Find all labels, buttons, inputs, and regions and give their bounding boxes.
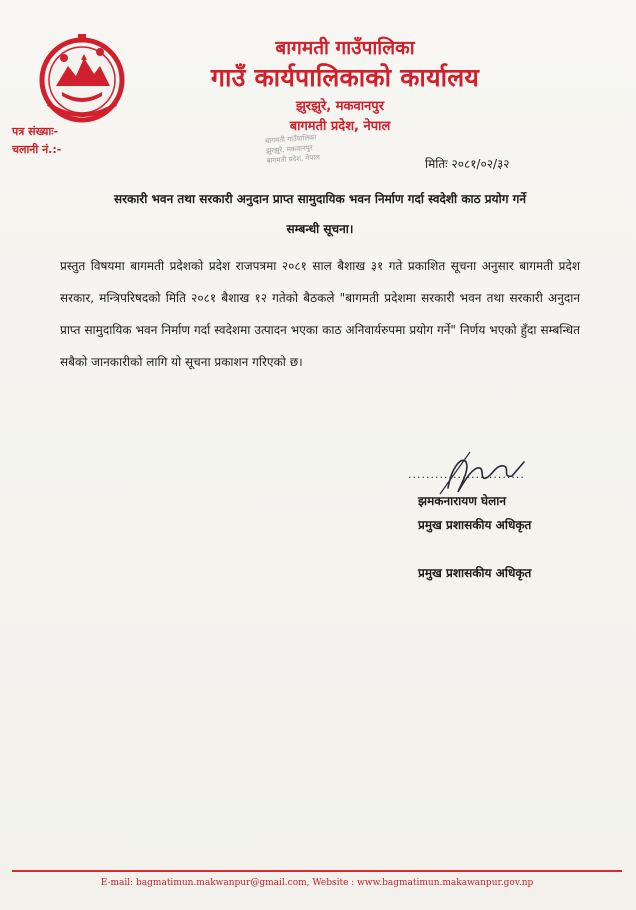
notice-body: प्रस्तुत विषयमा बागमती प्रदेशको प्रदेश राजपत्रमा २०८१ साल बैशाख ३१ गते प्रकाशित सूचना अनुसार बागमती प्रदेश सरकार, मन्त्रिपरिषदको मिति २०८१ बैशाख १२ गतेको बैठकले "बागमती प्रदेशमा सरकारी भवन तथा सरकारी अनुदान प्राप्त सामुदायिक भवन निर्माण गर्दा स्वदेशमा उत्पादन भएका काठ अनिवार्यरुपमा प्रयोग गर्ने" निर्णय भएको हुँदा सम्बन्धित सबैको जानकारीको लागि यो सूचना प्रकाशन गरिएको छ। (60, 259, 580, 369)
office-address-province: बागमती प्रदेश, नेपाल (289, 119, 391, 134)
municipality-name: बागमती गाउँपालिका (275, 37, 415, 59)
stamp-line: झुरझुरे, मकवानपुर (265, 143, 313, 156)
office-address-local: झुरझुरे, मकवानपुर (295, 99, 385, 114)
nepal-emblem-icon (34, 30, 130, 126)
signer-title: प्रमुख प्रशासकीय अधिकृत (418, 518, 532, 532)
footer-divider (12, 870, 622, 872)
signer-name: झमकनारायण घेलान (418, 494, 507, 508)
footer-contact: E-mail: bagmatimun.makwanpur@gmail.com, Website : www.bagmatimun.makawanpur.gov.np (100, 878, 534, 888)
stamp-line: बागमती गाउँपालिका (264, 133, 317, 146)
letter-date: मितिः २०८१/०२/३२ (425, 157, 510, 171)
subject-line: सम्बन्धी सूचना। (286, 222, 354, 236)
dispatch-number-label: चलानी नं.:- (12, 143, 62, 156)
office-name: गाउँ कार्यपालिकाको कार्यालय (210, 63, 480, 92)
signer-title-repeat: प्रमुख प्रशासकीय अधिकृत (418, 566, 532, 580)
office-stamp (265, 130, 355, 170)
subject-line: सरकारी भवन तथा सरकारी अनुदान प्राप्त सामुदायिक भवन निर्माण गर्दा स्वदेशी काठ प्रयोग गर्ने (113, 192, 527, 206)
stamp-line: बागमती प्रदेश, नेपाल (266, 153, 321, 166)
letter-number-label: पत्र संख्याः- (12, 125, 59, 138)
signature-line: .......................... (408, 468, 525, 481)
